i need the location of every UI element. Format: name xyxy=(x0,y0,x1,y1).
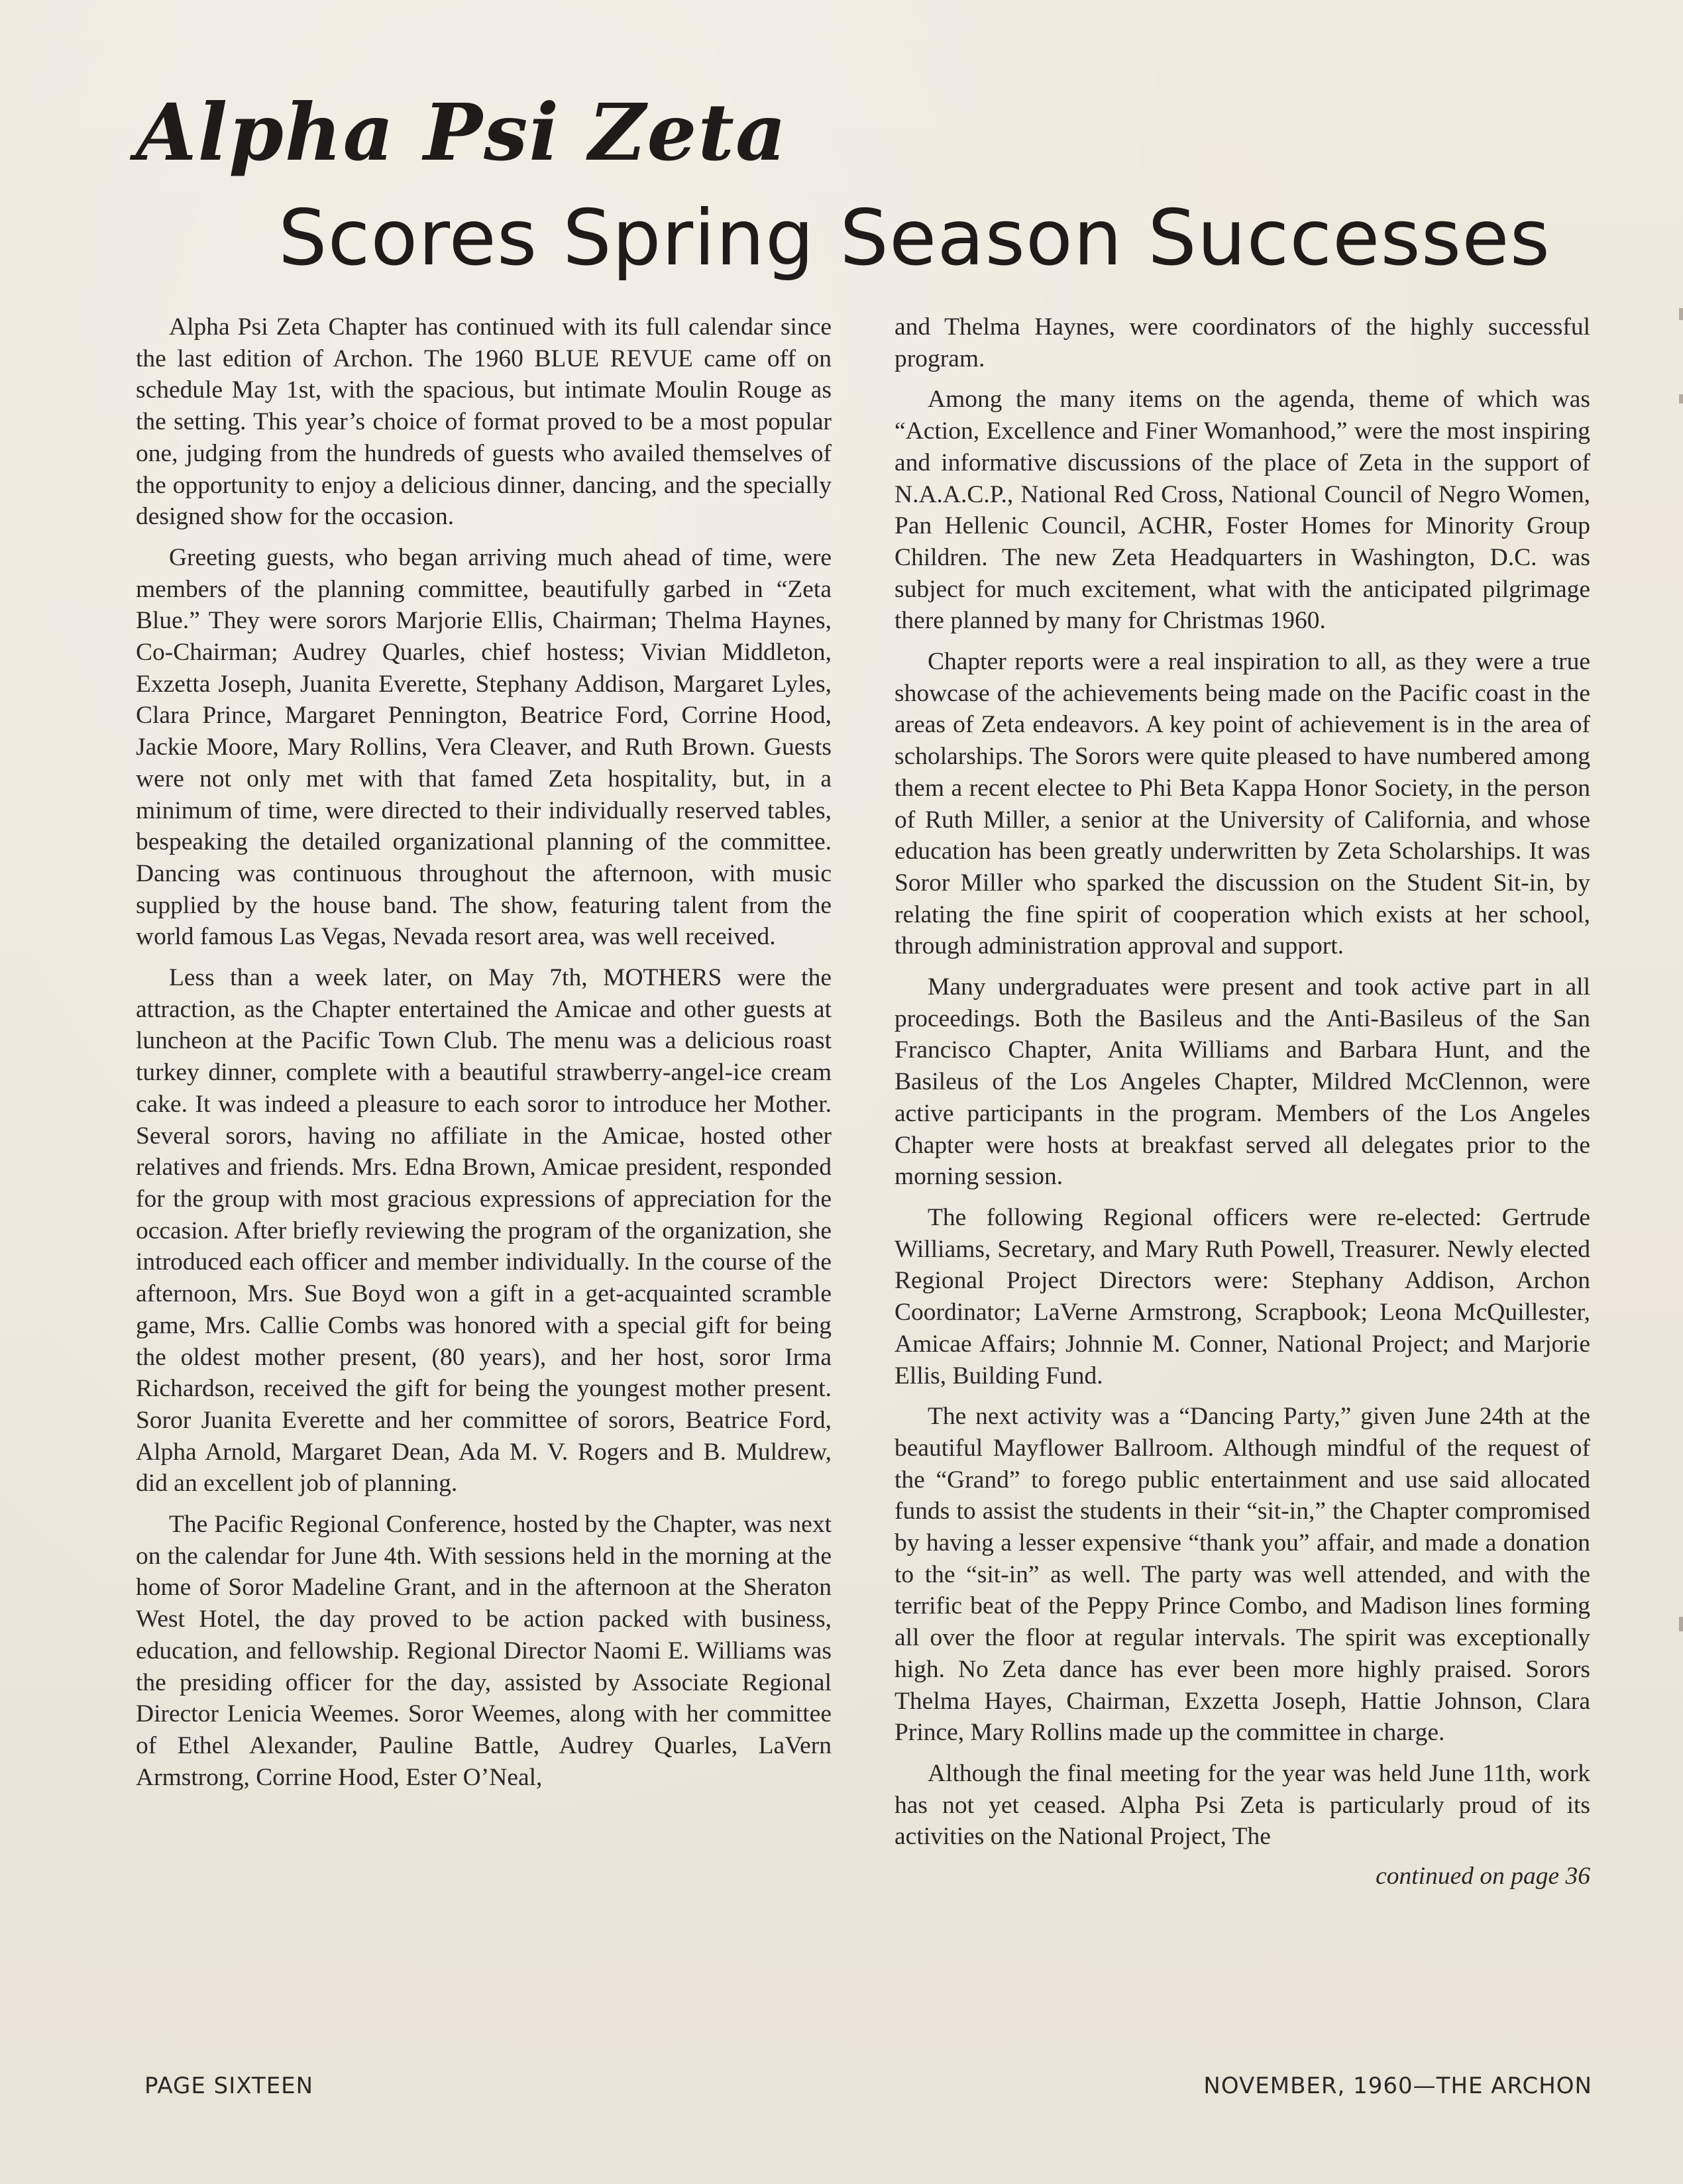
title-chapter-name: Alpha Psi Zeta xyxy=(136,86,788,178)
page-title: Scores Spring Season Successes xyxy=(278,193,1551,283)
paragraph-continuation: and Thelma Haynes, were coordinators of the highly successful program. xyxy=(895,313,1590,372)
article-column-right xyxy=(895,311,1590,2048)
edge-mark xyxy=(1679,1617,1683,1631)
paragraph-greeting-guests: Greeting guests, who began arriving much ahead of time, were members of the planning committee, beautifully garbed in “Zeta Blue.” They were sorors Marjorie Ellis, Chairman; Thelma Haynes, Co-Chairman; Audrey Quarles, chief hostess; Vivian Middleton, Exzetta Joseph, Juanita Everette, Stephany Addison, Margaret Lyles, Clara Prince, Margaret Pennington, Beatrice Ford, Corrine Hood, Jackie Moore, Mary Rollins, Vera Cleaver, and Ruth Brown. Guests were not only met with that famed Zeta hospitality, but, in a minimum of time, were directed to their individually reserved tables, bespeaking the detailed organizational planning of the committee. Dancing was continuous throughout the afternoon, with music supplied by the house band. The show, featuring talent from the world famous Las Vegas, Nevada resort area, was well received. xyxy=(136,543,832,951)
paragraph-final-meeting: Although the final meeting for the year was held June 11th, work has not yet ceased. Alpha Psi Zeta is particularly proud of its activities on the National Project, The xyxy=(895,1759,1590,1851)
article-column-left xyxy=(136,311,832,2048)
paragraph-undergraduates: Many undergraduates were present and took active part in all proceedings. Both the Basileus and the Anti-Basileus of the San Francisco Chapter, Anita Williams and Barbara Hunt, and the Basileus of the Los Angeles Chapter, Mildred McClennon, were active participants in the program. Members of the Los Angeles Chapter were hosts at breakfast served all delegates prior to the morning session. xyxy=(895,973,1590,1191)
paragraph-regional-officers: The following Regional officers were re-elected: Gertrude Williams, Secretary, and Mary Ruth Powell, Treasurer. Newly elected Regional Project Directors were: Stephany Addison, Archon Coordinator; LaVerne Armstrong, Scrapbook; Leona McQuillester, Amicae Affairs; Johnnie M. Conner, National Project; and Marjorie Ellis, Building Fund. xyxy=(895,1203,1590,1390)
page-number-footer: PAGE SIXTEEN xyxy=(144,2073,314,2099)
continued-note: continued on page 36 xyxy=(1376,1863,1590,1890)
edge-mark xyxy=(1679,308,1683,320)
paragraph-chapter-reports: Chapter reports were a real inspiration to all, as they were a true showcase of the achievements being made on the Pacific coast in the areas of Zeta endeavors. A key point of achievement is in the area of scholarships. The Sorors were quite pleased to have numbered among them a recent electee to Phi Beta Kappa Honor Society, in the person of Ruth Miller, a senior at the University of California, and whose education has been greatly underwritten by Zeta Scholarships. It was Soror Miller who sparked the discussion on the Student Sit-in, by relating the fine spirit of cooperation which exists at her school, through administration approval and support. xyxy=(895,648,1590,960)
paragraph-blue-revue: Alpha Psi Zeta Chapter has continued with its full calendar since the last edition of Archon. The 1960 BLUE REVUE came off on schedule May 1st, with the spacious, but intimate Moulin Rouge as the setting. This year’s choice of format proved to be a most popular one, judging from the hundreds of guests who availed themselves of the opportunity to enjoy a delicious dinner, dancing, and the specially designed show for the occasion. xyxy=(136,313,832,531)
paragraph-mothers-luncheon: Less than a week later, on May 7th, MOTHERS were the attraction, as the Chapter entertained the Amicae and other guests at luncheon at the Pacific Town Club. The menu was a delicious roast turkey dinner, complete with a beautiful strawberry-angel-ice cream cake. It was indeed a pleasure to each soror to introduce her Mother. Several sorors, having no affiliate in the Amicae, hosted other relatives and friends. Mrs. Edna Brown, Amicae president, responded for the group with most gracious expressions of appreciation for the occasion. After briefly reviewing the program of the organization, she introduced each officer and member individually. In the course of the afternoon, Mrs. Sue Boyd won a gift in a get-acquainted scramble game, Mrs. Callie Combs was honored with a special gift for being the oldest mother present, (80 years), and her host, soror Irma Richardson, received the gift for being the youngest mother present. Soror Juanita Everette and her committee of sorors, Beatrice Ford, Alpha Arnold, Margaret Dean, Ada M. V. Rogers and B. Muldrew, did an excellent job of planning. xyxy=(136,964,832,1498)
edge-mark xyxy=(1679,394,1683,404)
paragraph-regional-conference: The Pacific Regional Conference, hosted by the Chapter, was next on the calendar for June 4th. With sessions held in the morning at the home of Soror Madeline Grant, and in the afternoon at the Sheraton West Hotel, the day proved to be action packed with business, education, and fellowship. Regional Director Naomi E. Williams was the presiding officer for the day, assisted by Associate Regional Director Lenicia Weemes. Soror Weemes, along with her committee of Ethel Alexander, Pauline Battle, Audrey Quarles, LaVern Armstrong, Corrine Hood, Ester O’Neal, xyxy=(136,1511,832,1791)
issue-footer: NOVEMBER, 1960—THE ARCHON xyxy=(1203,2073,1592,2099)
paragraph-agenda: Among the many items on the agenda, theme of which was “Action, Excellence and Finer Womanhood,” were the most inspiring and informative discussions of the place of Zeta in the support of N.A.A.C.P., National Red Cross, National Council of Negro Women, Pan Hellenic Council, ACHR, Foster Homes for Minority Group Children. The new Zeta Headquarters in Washington, D.C. was subject for much excitement, what with the anticipated pilgrimage there planned by many for Christmas 1960. xyxy=(895,386,1590,635)
paragraph-dancing-party: The next activity was a “Dancing Party,” given June 24th at the beautiful Mayflower Ballroom. Although mindful of the request of the “Grand” to forego public entertainment and use said allocated funds to assist the students in their “sit-in,” the Chapter compromised by having a lesser expensive “thank you” affair, and made a donation to the “sit-in” as well. The party was well attended, and with the terrific beat of the Peppy Prince Combo, and Madison lines forming all over the floor at regular intervals. The spirit was exceptionally high. No Zeta dance has ever been more highly praised. Sorors Thelma Hayes, Chairman, Exzetta Joseph, Hattie Johnson, Clara Prince, Mary Rollins made up the committee in charge. xyxy=(895,1403,1590,1747)
